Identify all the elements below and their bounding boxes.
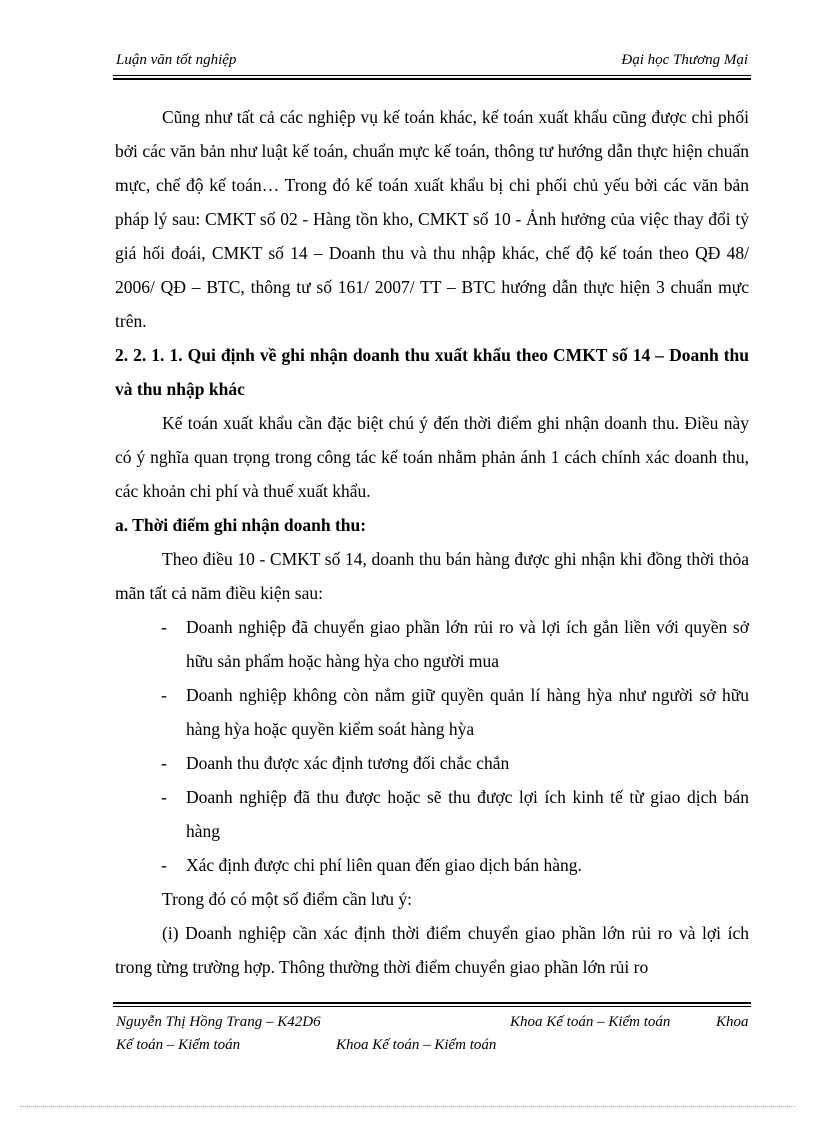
paragraph-conditions: Theo điều 10 - CMKT số 14, doanh thu bán hàng được ghi nhận khi đồng thời thỏa mãn tất cả năm điều kiện sau: [115,549,749,603]
subsection-heading: a. Thời điểm ghi nhận doanh thu: [115,515,367,535]
header-rule [113,75,751,80]
paragraph-intro: Cũng như tất cả các nghiệp vụ kế toán khác, kế toán xuất khẩu cũng được chi phối bởi các văn bản như luật kế toán, chuẩn mực kế toán, thông tư hướng dẫn thực hiện chuẩn mực, chế độ kế toán… Trong đó kế toán xuất khẩu bị chi phối chủ yếu bởi các văn bản pháp lý sau: CMKT số 02 - Hàng tồn kho, CMKT số 10 - Ảnh hưởng của việc thay đổi tỷ giá hối đoái, CMKT số 14 – Doanh thu và thu nhập khác, chế độ kế toán theo QĐ 48/ 2006/ QĐ – BTC, thông tư số 161/ 2007/ TT – BTC hướng dẫn thực hiện 3 chuẩn mực trên. [115,107,749,331]
list-item [115,848,749,882]
list-item-text: Doanh thu được xác định tương đối chắc chắn [186,753,510,773]
section-heading: 2. 2. 1. 1. Qui định về ghi nhận doanh thu xuất khẩu theo CMKT số 14 – Doanh thu và thu nhập khác [115,345,749,399]
list-item [115,610,749,678]
paragraph-note-i: (i) Doanh nghiệp cần xác định thời điểm chuyển giao phần lớn rủi ro và lợi ích trong từng trường hợp. Thông thường thời điểm chuyển giao phần lớn rủi ro [115,923,749,977]
list-item [115,746,749,780]
paragraph-revenue-note: Kế toán xuất khẩu cần đặc biệt chú ý đến thời điểm ghi nhận doanh thu. Điều này có ý nghĩa quan trọng trong công tác kế toán nhằm phản ánh 1 cách chính xác doanh thu, các khoản chi phí và thuế xuất khẩu. [115,413,749,501]
list-item-text: Xác định được chi phí liên quan đến giao dịch bán hàng. [186,855,582,875]
list-item-text: Doanh nghiệp đã thu được hoặc sẽ thu được lợi ích kinh tế từ giao dịch bán hàng [186,787,749,841]
footer-dept: Khoa Kế toán – Kiểm toán [510,1014,671,1030]
header-right: Đại học Thương Mại [621,52,748,68]
footer-dept-start: Khoa [716,1014,749,1030]
list-item-text: Doanh nghiệp đã chuyển giao phần lớn rủi ro và lợi ích gắn liền với quyền sở hữu sản phẩm hoặc hàng hỳa cho người mua [186,617,749,671]
footer-dept-repeat: Khoa Kế toán – Kiểm toán [336,1037,497,1053]
page-edge-dotted-line [20,1106,796,1107]
list-item-text: Doanh nghiệp không còn nắm giữ quyền quản lí hàng hỳa như người sở hữu hàng hỳa hoặc quyền kiểm soát hàng hỳa [186,685,749,739]
list-item [115,780,749,848]
bullet-marker: - [161,685,167,705]
paragraph-notes-intro: Trong đó có một số điểm cần lưu ý: [162,889,412,909]
document-body [115,100,749,984]
footer-rule [113,1002,751,1007]
footer-dept-end: Kế toán – Kiểm toán [116,1037,241,1053]
bullet-marker: - [161,855,167,875]
bullet-marker: - [161,617,167,637]
bullet-marker: - [161,753,167,773]
header-left: Luận văn tốt nghiệp [116,52,237,68]
bullet-marker: - [161,787,167,807]
footer-author: Nguyễn Thị Hồng Trang – K42D6 [116,1014,321,1030]
list-item [115,678,749,746]
